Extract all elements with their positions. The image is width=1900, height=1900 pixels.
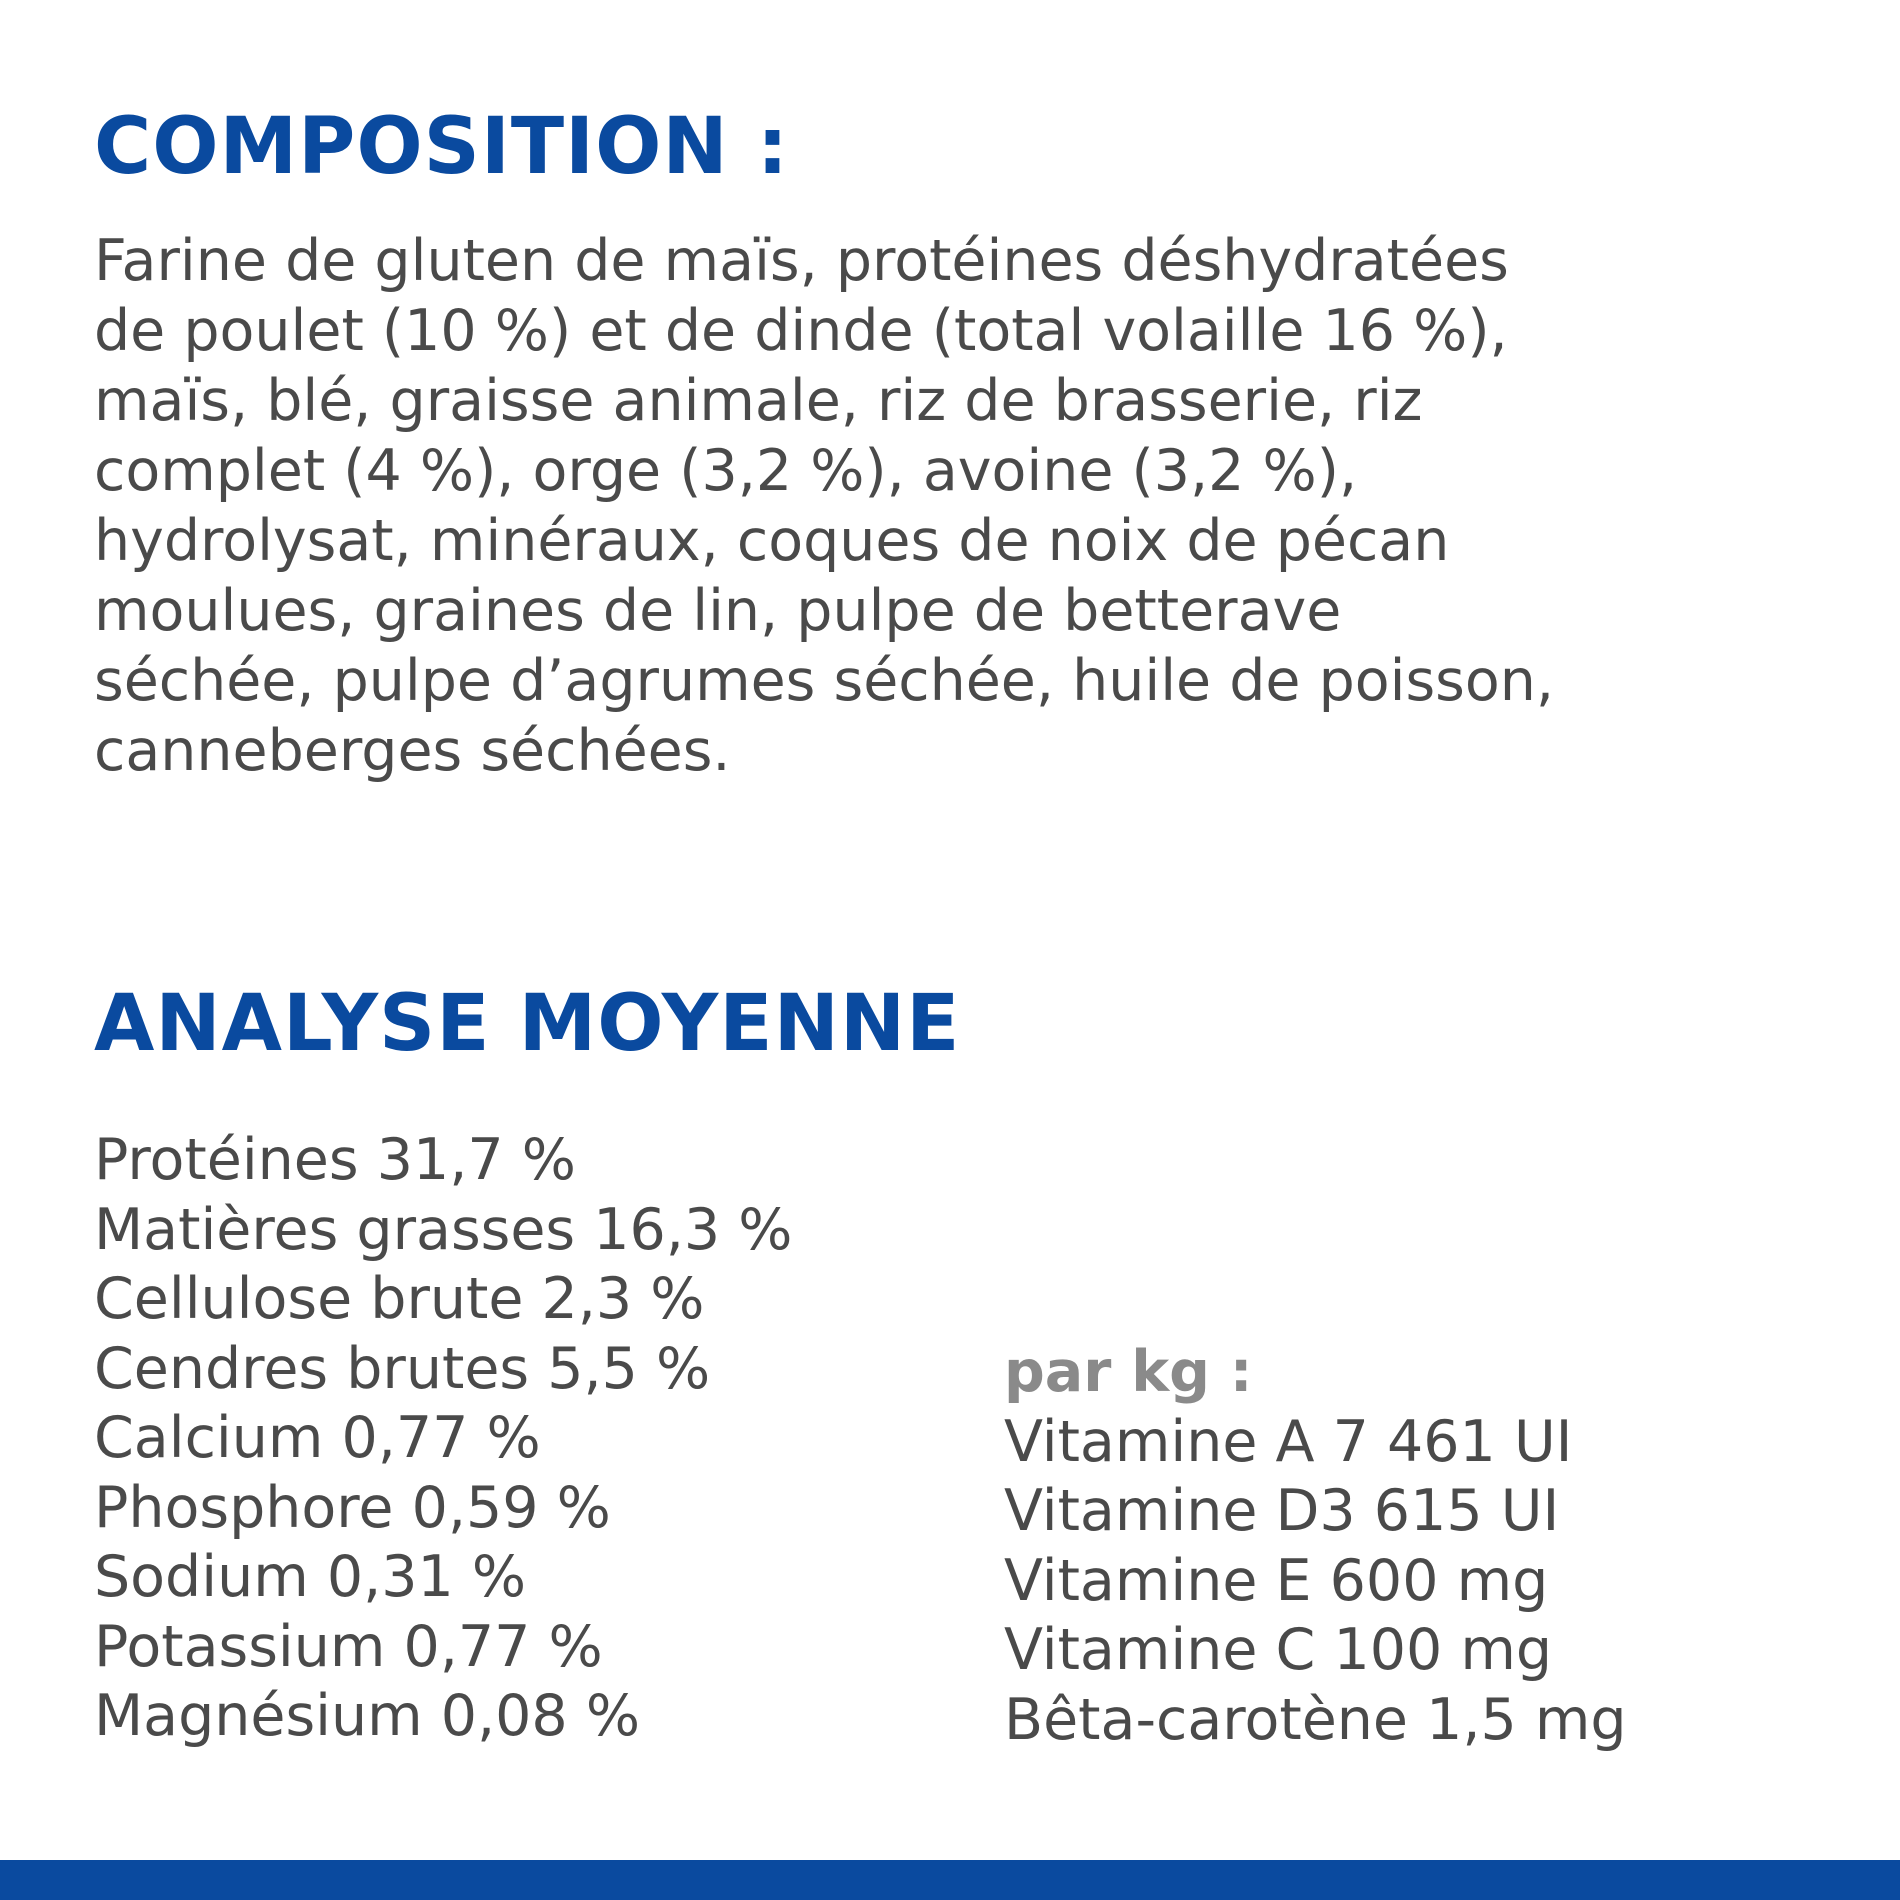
composition-line: séchée, pulpe d’agrumes séchée, huile de poisson, [94,648,1554,714]
vitamin-item-e: Vitamine E 600 mg [1004,1547,1549,1614]
composition-line: maïs, blé, graisse animale, riz de brasserie, riz [94,368,1423,434]
composition-line: de poulet (10 %) et de dinde (total volaille 16 %), [94,298,1508,364]
analysis-item-cendres-brutes: Cendres brutes 5,5 % [94,1335,711,1402]
vitamin-item-beta-carotene: Bêta-carotène 1,5 mg [1004,1686,1627,1753]
analysis-item-potassium: Potassium 0,77 % [94,1613,603,1680]
vitamin-item-d3: Vitamine D3 615 UI [1004,1478,1560,1544]
vitamins-block [1004,1338,1627,1755]
vitamin-item-a: Vitamine A 7 461 UI [1004,1408,1573,1475]
composition-line: canneberges séchées. [94,718,731,784]
vitamins-list [1004,1408,1627,1756]
composition-text [94,226,1814,786]
vitamin-item-c: Vitamine C 100 mg [1004,1617,1553,1683]
composition-line: hydrolysat, minéraux, coques de noix de pécan [94,508,1450,574]
composition-line: moulues, graines de lin, pulpe de betterave [94,578,1342,644]
analysis-item-matieres-grasses: Matières grasses 16,3 % [94,1196,793,1263]
analysis-item-phosphore: Phosphore 0,59 % [94,1474,611,1541]
composition-line: Farine de gluten de maïs, protéines déshydratées [94,228,1509,294]
analysis-item-proteines: Protéines 31,7 % [94,1127,576,1193]
composition-line: complet (4 %), orge (3,2 %), avoine (3,2 %), [94,438,1358,504]
analysis-list [94,1126,792,1752]
analysis-heading: ANALYSE MOYENNE [94,979,961,1069]
analysis-item-sodium: Sodium 0,31 % [94,1544,527,1610]
composition-heading: COMPOSITION : [94,102,790,192]
analysis-item-calcium: Calcium 0,77 % [94,1405,541,1471]
per-kg-label: par kg : [1004,1339,1253,1405]
bottom-brand-bar [0,1860,1900,1900]
analysis-item-magnesium: Magnésium 0,08 % [94,1683,640,1749]
analysis-item-cellulose-brute: Cellulose brute 2,3 % [94,1266,705,1332]
